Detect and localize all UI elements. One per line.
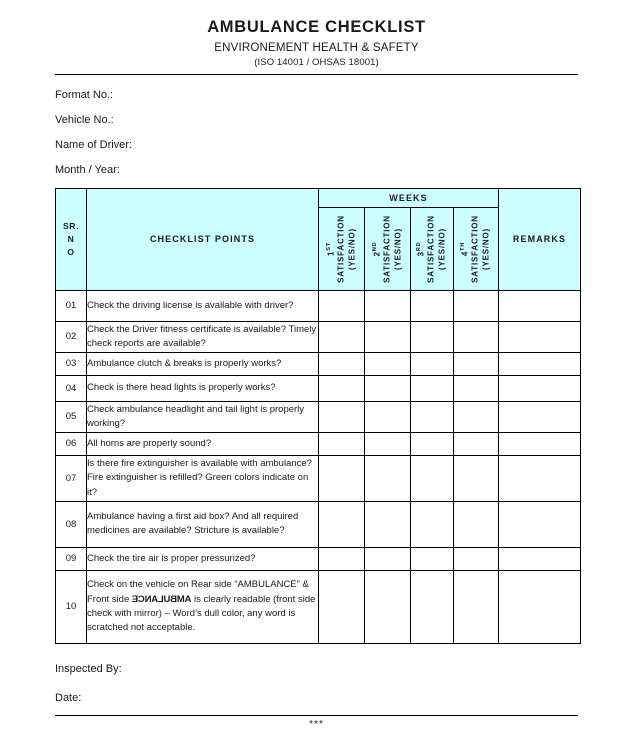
table-row	[56, 570, 581, 643]
row-4-remarks-cell[interactable]	[499, 375, 581, 401]
row-10-week-4-cell[interactable]	[454, 570, 499, 643]
week-4-ordinal-suffix: TH	[459, 241, 466, 251]
row-3-week-1-cell[interactable]	[319, 352, 365, 375]
table-body	[56, 290, 581, 643]
row-5-remarks-cell[interactable]	[499, 401, 581, 432]
row-3-week-4-cell[interactable]	[454, 352, 499, 375]
week-3-rotated-label	[415, 215, 448, 283]
row-5-week-3-cell[interactable]	[411, 401, 454, 432]
row-2-sr-no: 02	[56, 321, 87, 352]
week-2-ordinal: 2	[371, 251, 381, 257]
row-3-week-3-cell[interactable]	[411, 352, 454, 375]
document-header	[55, 0, 578, 69]
week-4-line-2: (YES/NO)	[481, 227, 491, 270]
row-10-text-part-2: is clearly readable (front side check with mirror) – Word’s dull color, any word is scratched not acceptable.	[87, 593, 316, 634]
row-9-checklist-point: Check the tire air is proper pressurized?	[87, 547, 319, 570]
row-3-remarks-cell[interactable]	[499, 352, 581, 375]
row-3-week-2-cell[interactable]	[365, 352, 411, 375]
week-2-rotated-label	[371, 215, 404, 283]
row-10-mirrored-ambulance-text: AMBULANCE	[131, 593, 192, 605]
column-header-remarks: REMARKS	[499, 188, 581, 290]
row-6-week-4-cell[interactable]	[454, 432, 499, 455]
row-5-week-1-cell[interactable]	[319, 401, 365, 432]
row-7-week-2-cell[interactable]	[365, 455, 411, 501]
field-format-no-label: Format No.:	[55, 89, 114, 102]
sr-no-line-2: N	[67, 233, 75, 244]
week-3-line-1: SATISFACTION	[426, 215, 436, 283]
row-8-remarks-cell[interactable]	[499, 501, 581, 547]
field-month-year[interactable]	[55, 158, 578, 183]
row-9-week-3-cell[interactable]	[411, 547, 454, 570]
row-1-week-4-cell[interactable]	[454, 290, 499, 321]
table-row	[56, 455, 581, 501]
row-8-week-3-cell[interactable]	[411, 501, 454, 547]
table-row	[56, 375, 581, 401]
field-date[interactable]	[55, 684, 578, 713]
row-1-week-3-cell[interactable]	[411, 290, 454, 321]
row-2-week-2-cell[interactable]	[365, 321, 411, 352]
week-3-ordinal: 3	[416, 251, 426, 257]
column-header-week-2	[365, 207, 411, 290]
row-2-week-1-cell[interactable]	[319, 321, 365, 352]
field-name-of-driver-label: Name of Driver:	[55, 139, 133, 152]
field-vehicle-no[interactable]	[55, 108, 578, 133]
column-header-week-1	[319, 207, 365, 290]
column-header-week-3	[411, 207, 454, 290]
row-10-remarks-cell[interactable]	[499, 570, 581, 643]
row-7-week-1-cell[interactable]	[319, 455, 365, 501]
week-1-rotated-label	[325, 215, 358, 283]
week-3-line-2: (YES/NO)	[437, 227, 447, 270]
row-9-week-1-cell[interactable]	[319, 547, 365, 570]
row-10-sr-no: 10	[56, 570, 87, 643]
row-7-week-4-cell[interactable]	[454, 455, 499, 501]
field-month-year-label: Month / Year:	[55, 164, 120, 177]
field-date-label: Date:	[55, 692, 82, 705]
row-6-week-3-cell[interactable]	[411, 432, 454, 455]
row-6-sr-no: 06	[56, 432, 87, 455]
row-5-sr-no: 05	[56, 401, 87, 432]
row-8-week-4-cell[interactable]	[454, 501, 499, 547]
row-10-week-2-cell[interactable]	[365, 570, 411, 643]
footer-divider	[55, 715, 578, 716]
table-row	[56, 352, 581, 375]
table-row	[56, 401, 581, 432]
row-1-sr-no: 01	[56, 290, 87, 321]
table-row	[56, 321, 581, 352]
row-9-sr-no: 09	[56, 547, 87, 570]
row-1-week-2-cell[interactable]	[365, 290, 411, 321]
table-row	[56, 501, 581, 547]
field-inspected-by[interactable]	[55, 655, 578, 684]
row-3-sr-no: 03	[56, 352, 87, 375]
document-subtitle: ENVIRONEMENT HEALTH & SAFETY	[214, 41, 419, 54]
table-header-row-top	[56, 188, 581, 207]
row-4-week-2-cell[interactable]	[365, 375, 411, 401]
column-header-checklist-points: CHECKLIST POINTS	[87, 188, 319, 290]
row-6-remarks-cell[interactable]	[499, 432, 581, 455]
row-2-week-3-cell[interactable]	[411, 321, 454, 352]
week-1-ordinal: 1	[325, 250, 335, 256]
row-4-sr-no: 04	[56, 375, 87, 401]
sr-no-line-3: O	[67, 246, 75, 257]
row-6-week-1-cell[interactable]	[319, 432, 365, 455]
row-5-checklist-point: Check ambulance headlight and tail light is properly working?	[87, 401, 319, 432]
row-10-checklist-point	[87, 570, 319, 643]
sr-no-line-1: SR.	[63, 220, 79, 231]
week-1-line-2: (YES/NO)	[347, 227, 357, 270]
field-vehicle-no-label: Vehicle No.:	[55, 114, 114, 127]
week-4-line-1: SATISFACTION	[470, 215, 480, 283]
week-4-rotated-label	[459, 215, 492, 283]
row-2-remarks-cell[interactable]	[499, 321, 581, 352]
week-2-line-2: (YES/NO)	[393, 227, 403, 270]
row-8-week-2-cell[interactable]	[365, 501, 411, 547]
field-format-no[interactable]	[55, 83, 578, 108]
footer-fields-group	[55, 644, 578, 713]
row-7-remarks-cell[interactable]	[499, 455, 581, 501]
row-8-checklist-point: Ambulance having a first aid box? And all required medicines are available? Stricture is available?	[87, 501, 319, 547]
week-3-ordinal-suffix: RD	[415, 241, 422, 252]
row-7-checklist-point: Is there fire extinguisher is available with ambulance? Fire extinguisher is refilled? Green colors indicate on it?	[87, 455, 319, 501]
table-row	[56, 547, 581, 570]
row-6-week-2-cell[interactable]	[365, 432, 411, 455]
row-5-week-2-cell[interactable]	[365, 401, 411, 432]
field-inspected-by-label: Inspected By:	[55, 663, 122, 676]
row-5-week-4-cell[interactable]	[454, 401, 499, 432]
row-10-text-part-1: Check on the vehicle on Rear side “AMBULANCE” & Front side	[87, 579, 309, 605]
checklist-table	[55, 188, 581, 644]
row-1-remarks-cell[interactable]	[499, 290, 581, 321]
week-4-ordinal: 4	[460, 250, 470, 256]
row-1-checklist-point: Check the driving license is available with driver?	[87, 290, 319, 321]
row-10-week-1-cell[interactable]	[319, 570, 365, 643]
row-7-sr-no: 07	[56, 455, 87, 501]
row-3-checklist-point: Ambulance clutch & breaks is properly works?	[87, 352, 319, 375]
row-9-remarks-cell[interactable]	[499, 547, 581, 570]
row-7-week-3-cell[interactable]	[411, 455, 454, 501]
document-standard-reference: (ISO 14001 / OHSAS 18001)	[254, 57, 379, 68]
row-4-week-3-cell[interactable]	[411, 375, 454, 401]
row-4-week-1-cell[interactable]	[319, 375, 365, 401]
row-4-checklist-point: Check is there head lights is properly works?	[87, 375, 319, 401]
row-8-sr-no: 08	[56, 501, 87, 547]
row-1-week-1-cell[interactable]	[319, 290, 365, 321]
week-2-line-1: SATISFACTION	[382, 215, 392, 283]
row-9-week-4-cell[interactable]	[454, 547, 499, 570]
row-2-week-4-cell[interactable]	[454, 321, 499, 352]
row-6-checklist-point: All horns are properly sound?	[87, 432, 319, 455]
row-8-week-1-cell[interactable]	[319, 501, 365, 547]
row-2-checklist-point: Check the Driver fitness certificate is available? Timely check reports are available?	[87, 321, 319, 352]
column-header-week-4	[454, 207, 499, 290]
week-1-line-1: SATISFACTION	[336, 215, 346, 283]
table-row	[56, 290, 581, 321]
row-9-week-2-cell[interactable]	[365, 547, 411, 570]
table-header	[56, 188, 581, 290]
column-header-sr-no	[56, 188, 87, 290]
row-10-week-3-cell[interactable]	[411, 570, 454, 643]
week-2-ordinal-suffix: ND	[370, 241, 377, 252]
field-name-of-driver[interactable]	[55, 133, 578, 158]
week-1-ordinal-suffix: ST	[324, 241, 331, 251]
row-4-week-4-cell[interactable]	[454, 375, 499, 401]
form-fields-group	[55, 75, 578, 183]
footer-asterisks: ***	[309, 718, 324, 730]
column-header-weeks: WEEKS	[319, 188, 499, 207]
table-row	[56, 432, 581, 455]
page-title: AMBULANCE CHECKLIST	[207, 18, 426, 36]
